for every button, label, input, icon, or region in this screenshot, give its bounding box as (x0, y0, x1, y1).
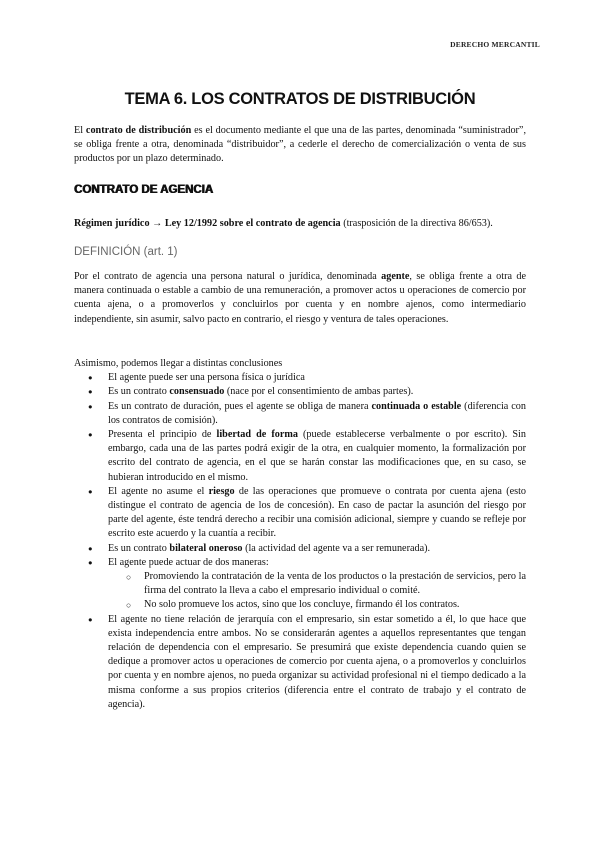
item-text: (nace por el consentimiento de ambas partes). (224, 386, 414, 398)
intro-text-2: es el documento mediante el que una de las partes, denominada “suministrador”, se obliga frente a otra, denominada “distribuidor”, a cederle el derecho de comercialización o venta de sus productos por un plazo determinado. (74, 125, 526, 165)
conclusions-list (74, 371, 526, 712)
definition-text-2: , se obliga frente a otra de manera continuada o estable a cambio de una remuneración, a promover actos u operaciones de comercio por cuenta ajena, o a promoverlos y concluirlos por cuenta y en nombre ajenos, como intermediario independiente, sin asumir, salvo pacto en contrario, el riesgo y ventura de tales operaciones. (74, 271, 526, 325)
conclusions-intro: Asimismo, podemos llegar a distintas conclusiones (74, 358, 283, 369)
definition-heading: DEFINICIÓN (art. 1) (74, 246, 178, 258)
intro-paragraph (74, 124, 526, 167)
list-item (108, 556, 526, 613)
item-bold: continuada o estable (371, 400, 462, 412)
item-text: Es un contrato (108, 542, 170, 554)
regimen-law: Ley 12/1992 sobre el contrato de agencia (164, 218, 341, 229)
item-text: (la actividad del agente va a ser remunerada). (242, 542, 431, 554)
sub-list (108, 570, 526, 613)
item-text: El agente puede actuar de dos maneras: (108, 556, 269, 568)
item-text: El agente no asume el (108, 485, 209, 497)
item-text: El agente no tiene relación de jerarquía con el empresario, sin estar sometido a él, lo que hace que exista independencia entre ambos. No se considerarán agentes a aquellos representantes que tengan relación de dependencia con el empresario. Se presumirá que existe dependencia cuando quien se dedique a promover actos u operaciones de comercio por cuenta ajena, o a promoverlos y concluirlos por cuenta y en nombre ajenos, no pueda organizar su actividad profesional ni el tiempo dedicado a la misma conforme a sus propios criterios (diferencia entre el contrato de trabajo y el contrato de agencia). (108, 613, 526, 710)
list-item (108, 428, 526, 485)
item-text: (diferencia con los contratos de comisión). (108, 400, 526, 426)
section-heading: CONTRATO DE AGENCIA (74, 184, 214, 196)
regimen-note: (trasposición de la directiva 86/653). (340, 218, 493, 229)
regimen-paragraph (74, 217, 526, 231)
item-text: Es un contrato (108, 386, 170, 398)
list-item (108, 613, 526, 712)
list-item (108, 542, 526, 556)
definition-text-1: Por el contrato de agencia una persona natural o jurídica, denominada (74, 271, 382, 282)
intro-text-1: El (74, 125, 86, 136)
list-item (108, 485, 526, 542)
item-text: (puede establecerse verbalmente o por escrito). Sin embargo, cada una de las partes podrá exigir de la otra, en cualquier momento, la formalización por escrito del contrato de agencia, en el que se harán constar las modificaciones que, en su caso, se hubieran introducido en el mismo. (108, 429, 526, 483)
sub-list-item: ○ No solo promueve los actos, sino que los concluye, firmando él los contratos. (144, 598, 526, 612)
definition-bold-term: agente (381, 271, 410, 282)
running-header: DERECHO MERCANTIL (450, 40, 540, 49)
list-item (108, 400, 526, 428)
list-item (108, 385, 526, 399)
item-bold: libertad de forma (216, 429, 298, 441)
regimen-arrow: → (149, 218, 165, 229)
sub-list-item: ○ Promoviendo la contratación de la venta de los productos o la prestación de servicios, pero la firma del contrato la lleva a cabo el empresario individual o comité. (144, 570, 526, 598)
item-text: de las operaciones que promueve o contrata por cuenta ajena (esto distingue el contrato de agencia de los de concesión). En caso de pactar la asunción del riesgo por parte del agente, éste tendrá derecho a recibir una comisión adicional, siempre y cuando se refleje por escrito este acuerdo y la cuantía a recibir. (108, 485, 526, 540)
item-bold: consensuado (169, 386, 225, 398)
item-bold: riesgo (208, 485, 235, 497)
item-text: El agente puede ser una persona física o jurídica (108, 372, 305, 384)
item-text: Es un contrato de duración, pues el agente se obliga de manera (108, 400, 372, 412)
definition-paragraph (74, 270, 526, 327)
page-title: TEMA 6. LOS CONTRATOS DE DISTRIBUCIÓN (124, 90, 476, 108)
intro-bold-term: contrato de distribución (85, 125, 192, 136)
conclusions-section (74, 357, 526, 712)
regimen-label: Régimen jurídico (74, 218, 150, 229)
item-text: Presenta el principio de (108, 429, 217, 441)
list-item (108, 371, 526, 385)
item-bold: bilateral oneroso (169, 542, 243, 554)
